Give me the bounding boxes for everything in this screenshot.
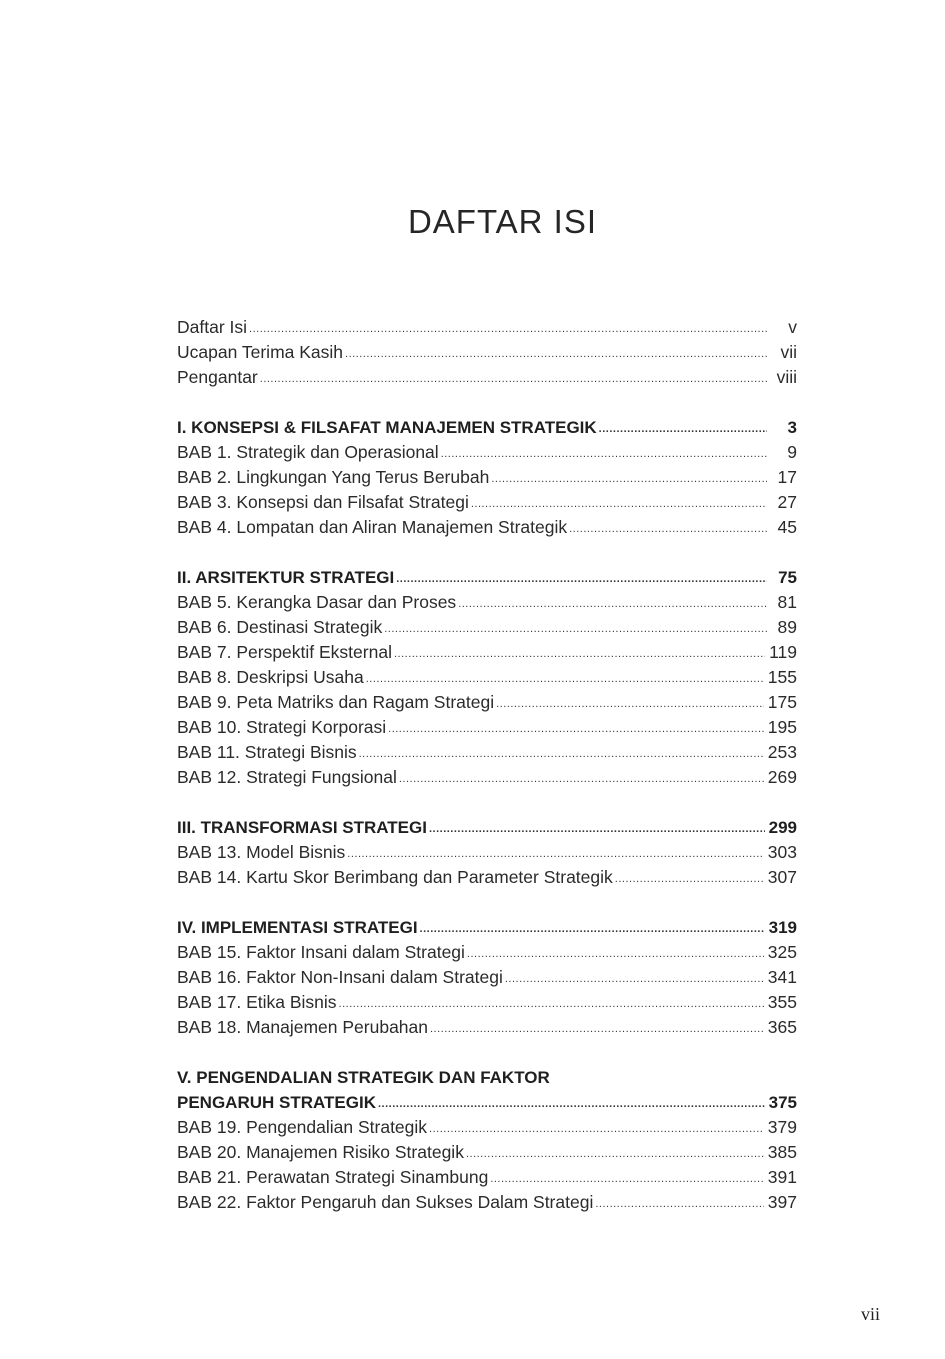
toc-entry-label: BAB 18. Manajemen Perubahan bbox=[177, 1017, 428, 1037]
leader-dots bbox=[615, 867, 764, 892]
leader-dots bbox=[599, 417, 767, 442]
toc-entry[interactable] bbox=[177, 665, 797, 690]
toc-entry-page: 391 bbox=[767, 1167, 797, 1187]
toc-entry-page: 9 bbox=[787, 442, 797, 462]
toc-entry-label: BAB 21. Perawatan Strategi Sinambung bbox=[177, 1167, 489, 1187]
leader-dots bbox=[430, 1017, 764, 1042]
leader-dots bbox=[260, 367, 767, 392]
leader-dots bbox=[569, 517, 767, 542]
leader-dots bbox=[366, 667, 764, 692]
leader-dots bbox=[394, 642, 765, 667]
toc-part-label: I. KONSEPSI & FILSAFAT MANAJEMEN STRATEGIK bbox=[177, 418, 597, 437]
toc-entry-page: 89 bbox=[777, 617, 797, 637]
toc-entry-page: 307 bbox=[767, 867, 797, 887]
toc-entry-page: v bbox=[788, 317, 797, 337]
leader-dots bbox=[249, 317, 767, 342]
toc-entry-label: Ucapan Terima Kasih bbox=[177, 342, 344, 362]
toc-entry-label: BAB 17. Etika Bisnis bbox=[177, 992, 337, 1012]
toc-entry-page: 253 bbox=[767, 742, 797, 762]
toc-entry-label: BAB 13. Model Bisnis bbox=[177, 842, 346, 862]
leader-dots bbox=[388, 717, 764, 742]
toc-part-heading-5-cont[interactable] bbox=[177, 1090, 797, 1115]
leader-dots bbox=[496, 692, 764, 717]
toc-entry-page: 385 bbox=[767, 1142, 797, 1162]
toc-entry-label: BAB 1. Strategik dan Operasional bbox=[177, 442, 439, 462]
toc-entry-page: 375 bbox=[768, 1093, 797, 1112]
toc-entry[interactable] bbox=[177, 640, 797, 665]
toc-entry-page: 175 bbox=[767, 692, 797, 712]
toc-entry-page: vii bbox=[780, 342, 797, 362]
toc-part-label: IV. IMPLEMENTASI STRATEGI bbox=[177, 918, 418, 937]
toc-part-label: PENGARUH STRATEGIK bbox=[177, 1093, 376, 1112]
toc-entry-page: 195 bbox=[767, 717, 797, 737]
toc-entry-page: 341 bbox=[767, 967, 797, 987]
toc-entry-label: BAB 8. Deskripsi Usaha bbox=[177, 667, 364, 687]
toc-part-heading-4[interactable] bbox=[177, 915, 797, 940]
toc-entry-page: 303 bbox=[767, 842, 797, 862]
toc-entry-page: 75 bbox=[778, 568, 797, 587]
leader-dots bbox=[466, 1142, 764, 1167]
toc-entry-daftar-isi[interactable] bbox=[177, 315, 797, 340]
toc-entry-label: BAB 3. Konsepsi dan Filsafat Strategi bbox=[177, 492, 469, 512]
toc-entry[interactable] bbox=[177, 840, 797, 865]
leader-dots bbox=[595, 1192, 763, 1217]
toc-entry-label: Daftar Isi bbox=[177, 317, 248, 337]
toc-part-label: II. ARSITEKTUR STRATEGI bbox=[177, 568, 395, 587]
toc-entry[interactable] bbox=[177, 515, 797, 540]
leader-dots bbox=[467, 942, 764, 967]
leader-dots bbox=[359, 742, 764, 767]
toc-entry-label: BAB 6. Destinasi Strategik bbox=[177, 617, 383, 637]
page-number: vii bbox=[860, 1304, 880, 1324]
leader-dots bbox=[345, 342, 767, 367]
toc-entry-pengantar[interactable] bbox=[177, 365, 797, 390]
toc-entry-page: 355 bbox=[767, 992, 797, 1012]
toc-entry[interactable] bbox=[177, 965, 797, 990]
leader-dots bbox=[490, 1167, 763, 1192]
toc-entry-label: BAB 11. Strategi Bisnis bbox=[177, 742, 357, 762]
toc-entry[interactable] bbox=[177, 1165, 797, 1190]
leader-dots bbox=[491, 467, 767, 492]
toc-entry[interactable] bbox=[177, 465, 797, 490]
toc-entry-label: BAB 14. Kartu Skor Berimbang dan Parameter Strategik bbox=[177, 867, 613, 887]
toc-part-heading-3[interactable] bbox=[177, 815, 797, 840]
toc-part-heading-1[interactable] bbox=[177, 415, 797, 440]
toc-entry-page: 365 bbox=[767, 1017, 797, 1037]
toc-entry[interactable] bbox=[177, 990, 797, 1015]
toc-entry-page: 299 bbox=[768, 818, 797, 837]
table-of-contents bbox=[177, 315, 797, 1215]
toc-entry-label: BAB 2. Lingkungan Yang Terus Berubah bbox=[177, 467, 490, 487]
leader-dots bbox=[429, 817, 765, 842]
toc-entry-label: BAB 4. Lompatan dan Aliran Manajemen Strategik bbox=[177, 517, 568, 537]
leader-dots bbox=[339, 992, 764, 1017]
toc-entry[interactable] bbox=[177, 765, 797, 790]
toc-entry-label: BAB 19. Pengendalian Strategik bbox=[177, 1117, 428, 1137]
leader-dots bbox=[458, 592, 767, 617]
leader-dots bbox=[441, 442, 767, 467]
toc-entry[interactable] bbox=[177, 740, 797, 765]
leader-dots bbox=[378, 1092, 765, 1117]
toc-entry-label: BAB 12. Strategi Fungsional bbox=[177, 767, 397, 787]
toc-entry-label: BAB 5. Kerangka Dasar dan Proses bbox=[177, 592, 457, 612]
toc-entry-page: 325 bbox=[767, 942, 797, 962]
leader-dots bbox=[384, 617, 767, 642]
toc-entry[interactable] bbox=[177, 615, 797, 640]
toc-entry-page: viii bbox=[776, 367, 797, 387]
toc-entry-page: 27 bbox=[777, 492, 797, 512]
leader-dots bbox=[471, 492, 767, 517]
toc-entry[interactable] bbox=[177, 590, 797, 615]
toc-entry-label: BAB 10. Strategi Korporasi bbox=[177, 717, 387, 737]
toc-part-heading-5[interactable] bbox=[177, 1065, 797, 1090]
toc-entry[interactable] bbox=[177, 690, 797, 715]
toc-entry-page: 379 bbox=[767, 1117, 797, 1137]
toc-entry-label: BAB 16. Faktor Non-Insani dalam Strategi bbox=[177, 967, 503, 987]
toc-entry-ucapan-terima-kasih[interactable] bbox=[177, 340, 797, 365]
toc-entry-page: 81 bbox=[777, 592, 797, 612]
toc-entry-page: 17 bbox=[777, 467, 797, 487]
toc-entry-label: BAB 7. Perspektif Eksternal bbox=[177, 642, 392, 662]
leader-dots bbox=[347, 842, 764, 867]
leader-dots bbox=[396, 567, 767, 592]
toc-entry-page: 155 bbox=[767, 667, 797, 687]
toc-entry-page: 269 bbox=[767, 767, 797, 787]
toc-entry-page: 397 bbox=[767, 1192, 797, 1212]
toc-entry[interactable] bbox=[177, 440, 797, 465]
toc-entry[interactable] bbox=[177, 865, 797, 890]
page-title: DAFTAR ISI bbox=[407, 203, 598, 241]
toc-entry[interactable] bbox=[177, 1115, 797, 1140]
toc-entry-label: BAB 22. Faktor Pengaruh dan Sukses Dalam Strategi bbox=[177, 1192, 594, 1212]
toc-part-label: V. PENGENDALIAN STRATEGIK DAN FAKTOR bbox=[177, 1068, 550, 1087]
toc-entry-page: 319 bbox=[768, 918, 797, 937]
leader-dots bbox=[420, 917, 765, 942]
toc-entry-page: 119 bbox=[769, 642, 797, 662]
toc-entry[interactable] bbox=[177, 940, 797, 965]
toc-entry-page: 3 bbox=[787, 418, 797, 437]
toc-entry[interactable] bbox=[177, 490, 797, 515]
toc-entry[interactable] bbox=[177, 1190, 797, 1215]
toc-entry-page: 45 bbox=[777, 517, 797, 537]
leader-dots bbox=[429, 1117, 764, 1142]
toc-entry-label: BAB 9. Peta Matriks dan Ragam Strategi bbox=[177, 692, 495, 712]
toc-part-heading-2[interactable] bbox=[177, 565, 797, 590]
toc-entry-label: BAB 20. Manajemen Risiko Strategik bbox=[177, 1142, 464, 1162]
toc-entry[interactable] bbox=[177, 715, 797, 740]
toc-part-label: III. TRANSFORMASI STRATEGI bbox=[177, 818, 427, 837]
toc-entry[interactable] bbox=[177, 1140, 797, 1165]
toc-entry-label: BAB 15. Faktor Insani dalam Strategi bbox=[177, 942, 465, 962]
toc-entry-label: Pengantar bbox=[177, 367, 258, 387]
toc-entry[interactable] bbox=[177, 1015, 797, 1040]
leader-dots bbox=[505, 967, 764, 992]
leader-dots bbox=[399, 767, 764, 792]
